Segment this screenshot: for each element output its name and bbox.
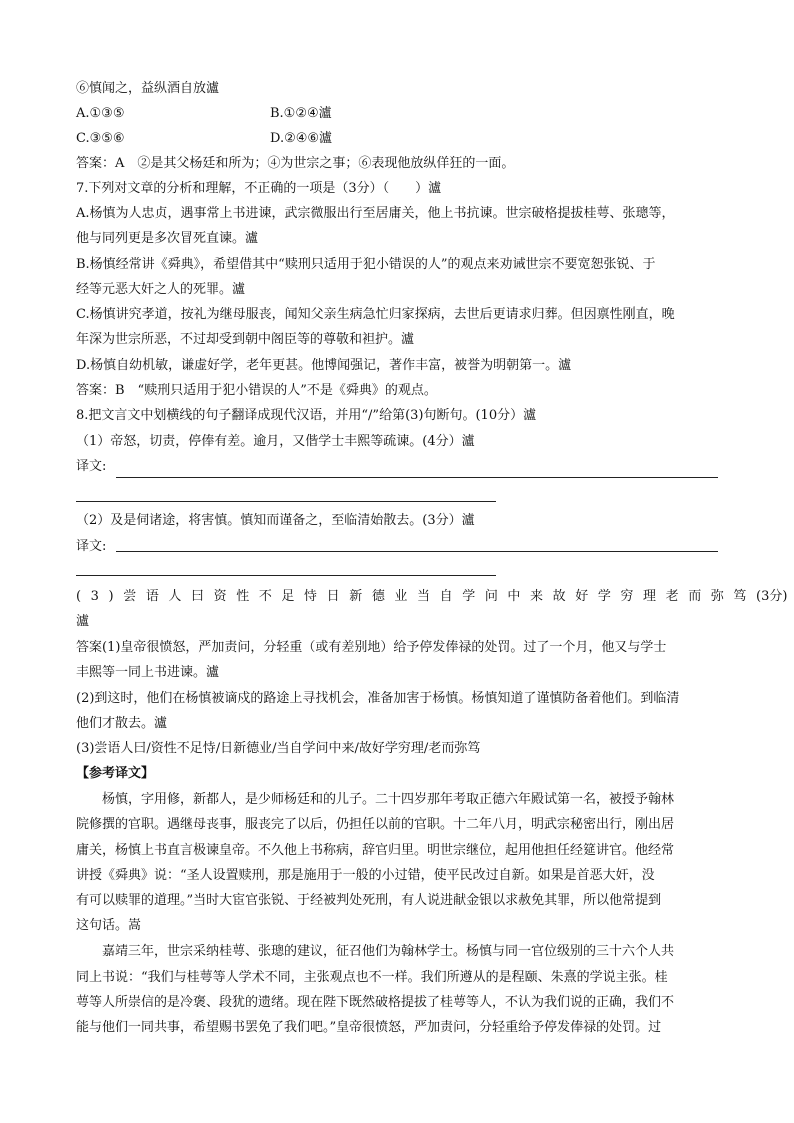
- answer-q8-2-cont: 他们才散去。瀘: [76, 716, 168, 731]
- paragraph-1-line: 院修撰的官职。遇继母丧事，服丧完了以后，仍担任以前的官职。十二年八月，明武宗秘密出行，刚出居: [76, 817, 675, 832]
- choice-d: D.②④⑥瀘: [270, 131, 333, 146]
- paragraph-1-line: 讲授《舜典》说：“圣人设置赎刑，那是施用于一般的小过错，使平民改过自新。如果是首恶大奸，没: [76, 868, 655, 883]
- q8-item-3-text: (3)尝语人曰资性不足恃日新德业当自学问中来故好学穷理老而弥笃: [76, 589, 757, 604]
- paragraph-2-line: 嘉靖三年，世宗采纳桂萼、张璁的建议，征召他们为翰林学士。杨慎与同一官位级别的三十六个人共: [102, 944, 675, 959]
- choice-row-cd: [76, 127, 720, 151]
- q8-item-2: （2）及是伺诸途，将害慎。慎知而谨备之，至临清始散去。(3分）瀘: [76, 513, 475, 528]
- answer-q8-2: (2)到这时，他们在杨慎被谪戍的路途上寻找机会，准备加害于杨慎。杨慎知道了谨慎防备着他们。到临清: [76, 691, 680, 706]
- choice-b: B.①②④瀘: [270, 106, 332, 121]
- q8-item-3-tail: 瀘: [76, 614, 90, 629]
- q8-item-3: [76, 585, 788, 609]
- translation-label-2: 译文:: [76, 539, 107, 554]
- answer-q8-3: (3)尝语人曰/资性不足恃/日新德业/当自学问中来/故好学穷理/老而弥笃: [76, 741, 481, 756]
- paragraph-1-line: 有可以赎罪的道理。”当时大宦官张锐、于经被判处死刑，有人说进献金银以求赦免其罪，所以他常提到: [76, 893, 662, 908]
- paragraph-1-line: 这句话。嵩: [76, 918, 142, 933]
- answer-blank-line: [76, 501, 496, 502]
- question-8: 8.把文言文中划横线的句子翻译成现代汉语，并用“/”给第(3)句断句。(10分）瀘: [76, 408, 537, 423]
- choice-row-ab: [76, 102, 720, 126]
- choice-a: A.①③⑤: [76, 106, 125, 121]
- answer-blank-line: [76, 575, 496, 576]
- q8-item-3-score: (3分): [756, 589, 788, 604]
- translation-label-1: 译文:: [76, 459, 107, 474]
- q7-option-c-cont: 年深为世宗所恶，不过却受到朝中阁臣等的尊敬和袒护。瀘: [76, 332, 415, 347]
- answer-q8-1-cont: 丰熙等一同上书进谏。瀘: [76, 665, 220, 680]
- q7-option-a: A.杨慎为人忠贞，遇事常上书进谏，武宗微服出行至居庸关，他上书抗谏。世宗破格提拔桂萼、张璁等，: [76, 206, 675, 221]
- paragraph-2-line: 萼等人所崇信的是冷褒、段犹的遗绪。现在陛下既然破格提拔了桂萼等人，不认为我们说的正确，我们不: [76, 995, 675, 1010]
- q7-option-a-cont: 他与同列更是多次冒死直谏。瀘: [76, 231, 259, 246]
- choice-c: C.③⑤⑥: [76, 131, 125, 146]
- q7-option-b: B.杨慎经常讲《舜典》，希望借其中“赎刑只适用于犯小错误的人”的观点来劝诫世宗不要宽恕张锐、于: [76, 257, 656, 272]
- answer-q7: 答案：B “赎刑只适用于犯小错误的人”不是《舜典》的观点。: [76, 383, 437, 398]
- question-7: 7.下列对文章的分析和理解，不正确的一项是（3分）（ ）瀘: [76, 181, 442, 196]
- q7-option-c: C.杨慎讲究孝道，按礼为继母服丧，闻知父亲生病急忙归家探病，去世后更请求归葬。但因禀性刚直，晚: [76, 307, 675, 322]
- paragraph-2-line: 能与他们一同共事，希望赐书罢免了我们吧。”皇帝很愤怒，严加责问，分轻重给予停发俸禄的处罚。过: [76, 1020, 662, 1035]
- option-line-6: ⑥慎闻之，益纵酒自放瀘: [76, 81, 220, 96]
- answer-q8-1: 答案(1)皇帝很愤怒，严加责问，分轻重（或有差别地）给予停发俸禄的处罚。过了一个月，他又与学士: [76, 640, 667, 655]
- answer-blank-line: [116, 551, 718, 552]
- paragraph-1-line: 杨慎，字用修，新都人，是少师杨廷和的儿子。二十四岁那年考取正德六年殿试第一名，被授予翰林: [102, 792, 675, 807]
- answer-blank-line: [116, 477, 718, 478]
- paragraph-1-line: 庸关，杨慎上书直言极谏皇帝。不久他上书称病，辞官归里。明世宗继位，起用他担任经筵讲官。他经常: [76, 843, 675, 858]
- q7-option-b-cont: 经等元恶大奸之人的死罪。瀘: [76, 282, 246, 297]
- q8-item-1: （1）帝怒，切责，停俸有差。逾月，又偕学士丰熙等疏谏。(4分）瀘: [76, 434, 475, 449]
- reference-translation-title: 【参考译文】: [76, 766, 155, 781]
- q7-option-d: D.杨慎自幼机敏，谦虚好学，老年更甚。他博闻强记，著作丰富，被誉为明朝第一。瀘: [76, 358, 572, 373]
- paragraph-2-line: 同上书说：“我们与桂萼等人学术不同，主张观点也不一样。我们所遵从的是程颐、朱熹的学说主张。桂: [76, 970, 668, 985]
- answer-q6: 答案：A ②是其父杨廷和所为；④为世宗之事；⑥表现他放纵佯狂的一面。: [76, 156, 515, 171]
